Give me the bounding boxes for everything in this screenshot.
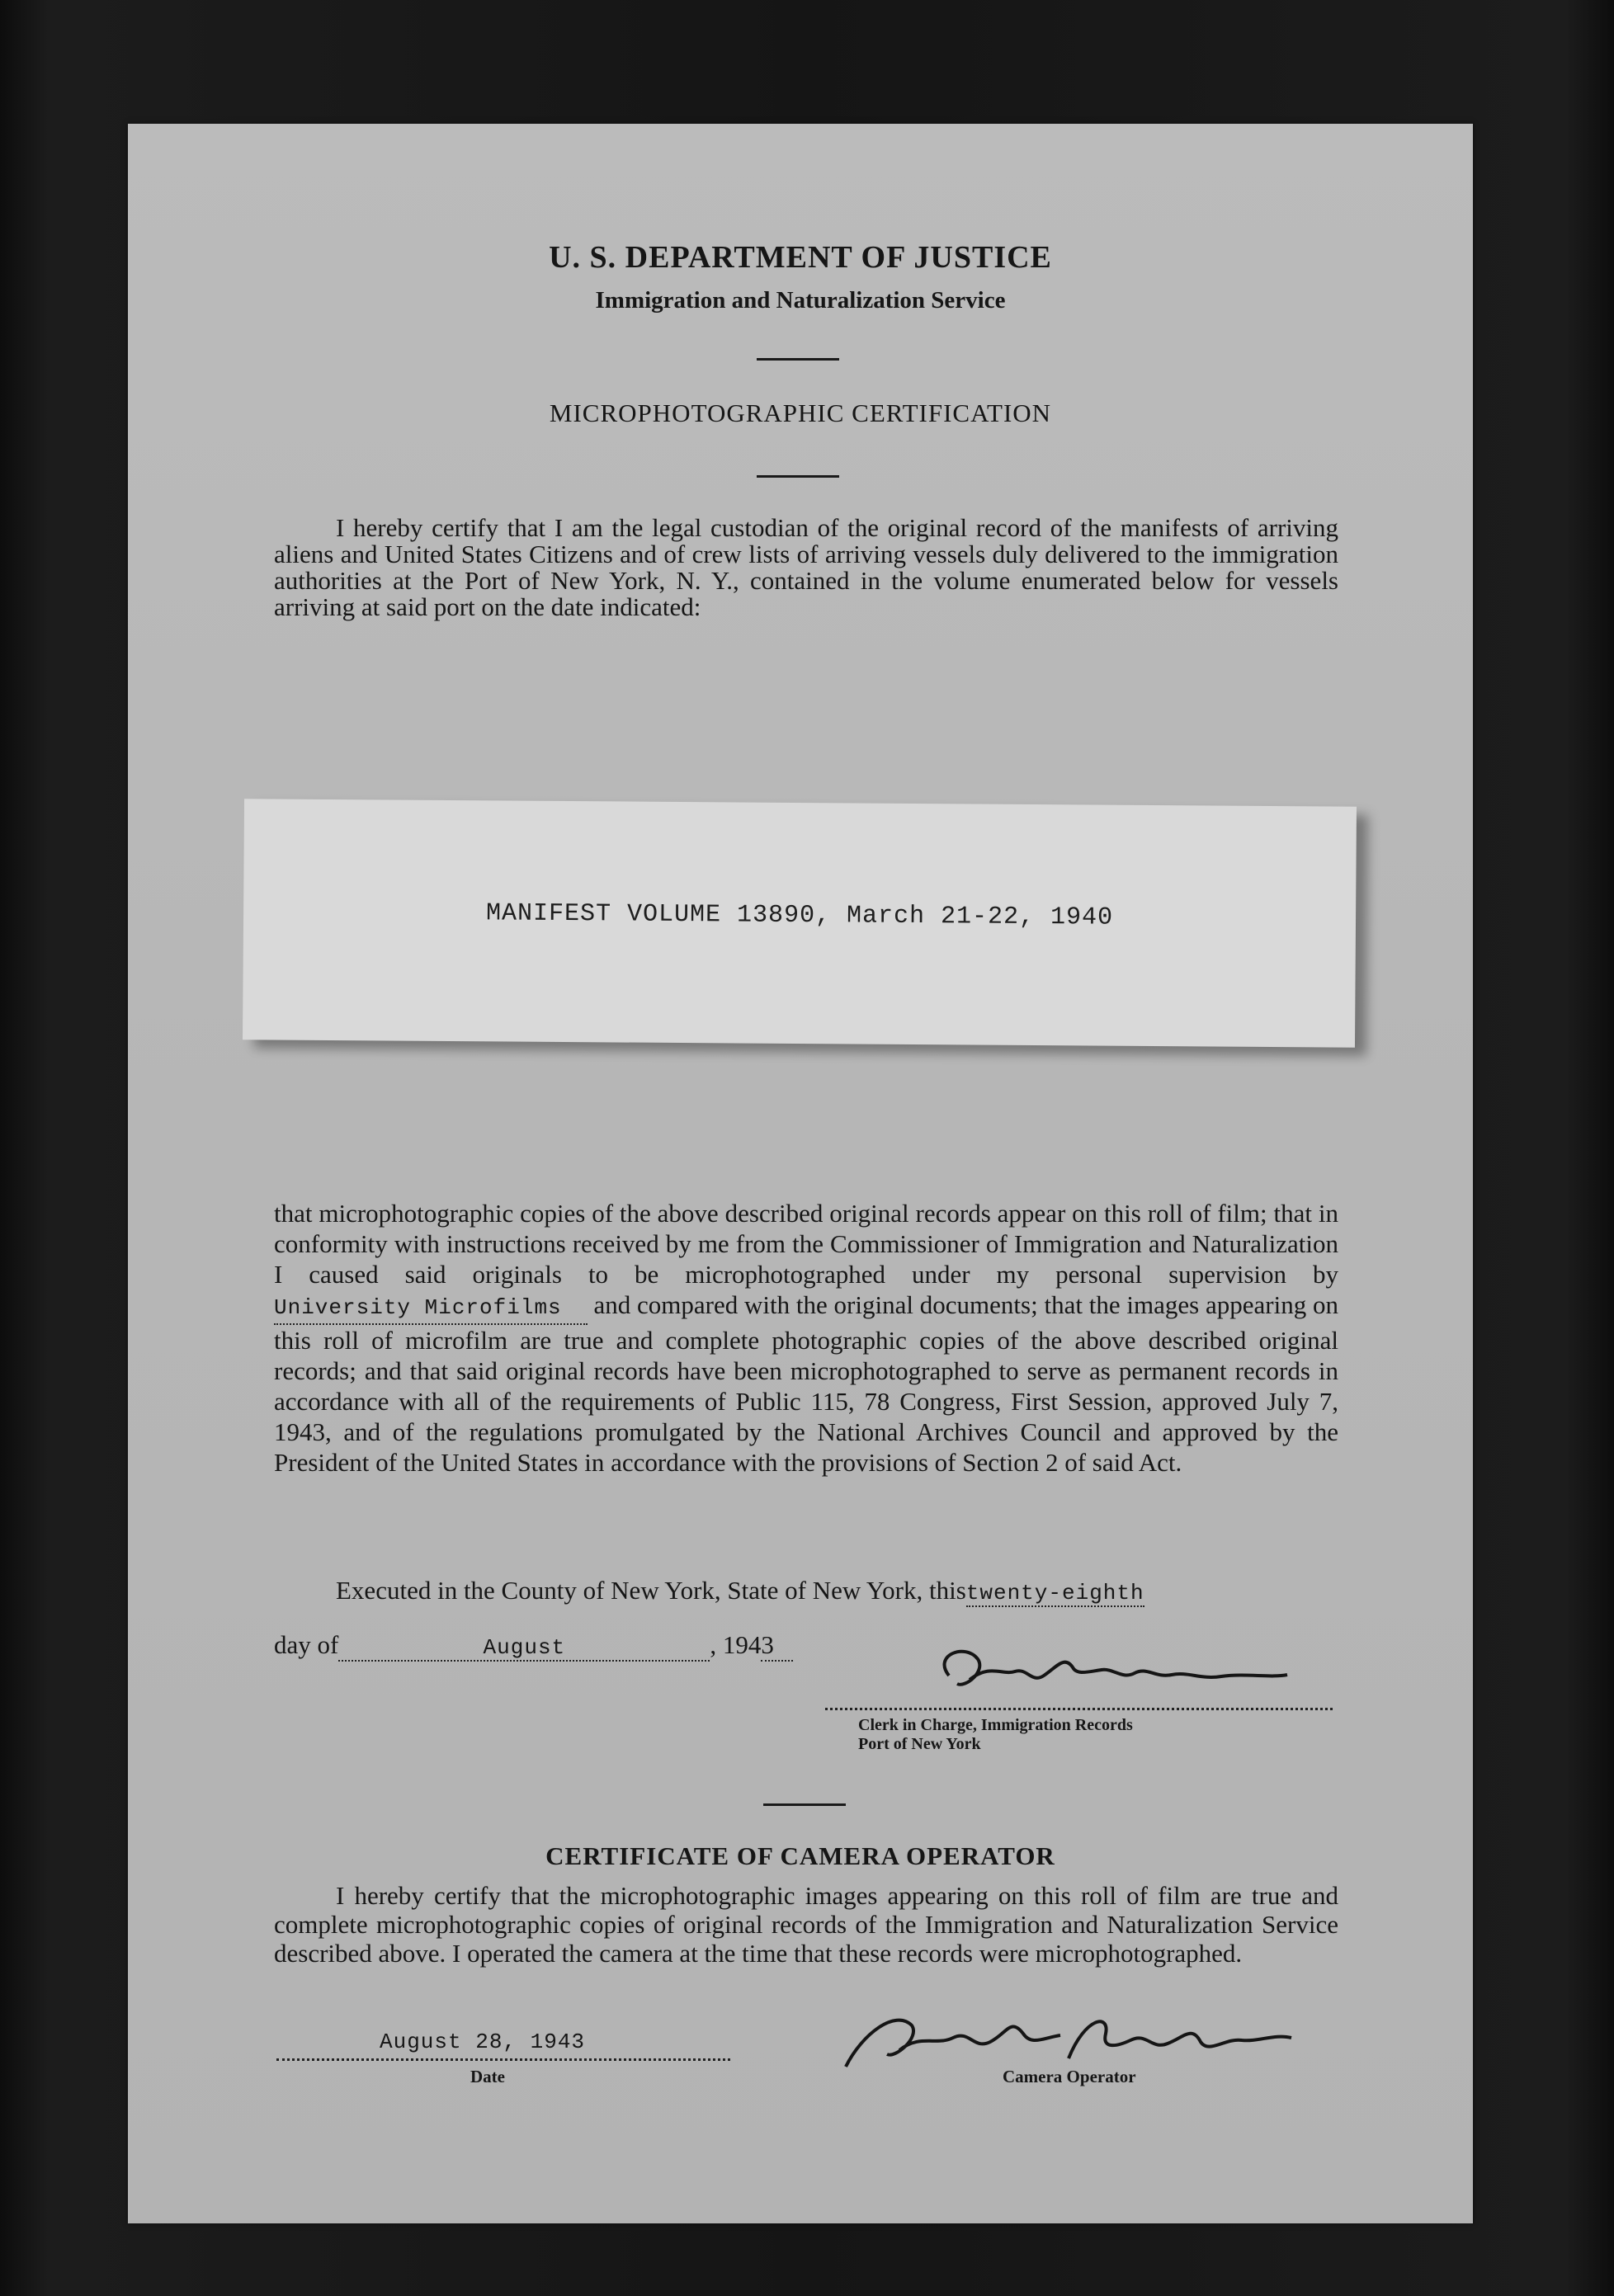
body-text-part2: and compared with the original documents; that the images appearing on this roll of microfilm are true and complete photographic copies of the above described original records; and that said original records have been microphotographed to serve as permanent records in accordance with all of the requirements of Public 115, 78 Congress, First Session, approved July 7, 1943, and of the regulations promulgated by the National Archives Council and approved by the President of the United States in accordance with the provisions of Section 2 of said Act. xyxy=(274,1290,1339,1477)
divider xyxy=(757,475,839,478)
camera-paragraph: I hereby certify that the microphotographic images appearing on this roll of film are true and complete microphotographic copies of original records of the Immigration and Naturalization Service described above. I operated the camera at the time that these records were microphotographed. xyxy=(274,1881,1338,1968)
day-of-line xyxy=(274,1630,793,1662)
certificate-page xyxy=(128,124,1473,2223)
day-of-label: day of xyxy=(274,1630,339,1659)
manifest-slip xyxy=(243,799,1357,1047)
date-line xyxy=(276,2058,730,2061)
camera-operator-label: Camera Operator xyxy=(1003,2067,1136,2086)
intro-paragraph: I hereby certify that I am the legal custodian of the original record of the manifests of arriving aliens and United States Citizens and of crew lists of arriving vessels duly delivered to the immigration authorities at the Port of New York, N. Y., contained in the volume enumerated below for vessels arriving at said port on the date indicated: xyxy=(274,513,1338,621)
certification-title: MICROPHOTOGRAPHIC CERTIFICATION xyxy=(549,398,1052,427)
year-digit: 3 xyxy=(761,1630,774,1659)
execution-month: August xyxy=(483,1635,566,1660)
supervisor-name: University Microfilms xyxy=(274,1295,562,1320)
certificate-date: August 28, 1943 xyxy=(380,2030,586,2054)
divider xyxy=(757,358,839,361)
manifest-volume-text: MANIFEST VOLUME 13890, March 21-22, 1940 xyxy=(485,899,1114,932)
certification-body xyxy=(274,1198,1338,1478)
clerk-title xyxy=(858,1716,1133,1754)
department-title: U. S. DEPARTMENT OF JUSTICE xyxy=(549,240,1052,275)
clerk-signature-line xyxy=(825,1708,1333,1710)
execution-day: twenty-eighth xyxy=(965,1581,1144,1605)
date-label: Date xyxy=(470,2067,505,2086)
service-subtitle: Immigration and Naturalization Service xyxy=(595,287,1006,314)
execution-text: Executed in the County of New York, State of New York, this xyxy=(336,1576,966,1605)
clerk-title-line2: Port of New York xyxy=(858,1735,981,1753)
clerk-title-line1: Clerk in Charge, Immigration Records xyxy=(858,1716,1133,1734)
divider xyxy=(763,1803,846,1806)
year-prefix: , 194 xyxy=(710,1630,762,1659)
execution-line xyxy=(336,1576,1144,1607)
camera-certificate-heading: CERTIFICATE OF CAMERA OPERATOR xyxy=(545,1841,1055,1870)
clerk-signature xyxy=(825,1638,1345,1704)
body-text-part1: that microphotographic copies of the above described original records appear on this roll of film; that in conformity with instructions received by me from the Commissioner of Immigration and Naturalization I caused said originals to be microphotographed under my personal supervision by xyxy=(274,1199,1338,1289)
